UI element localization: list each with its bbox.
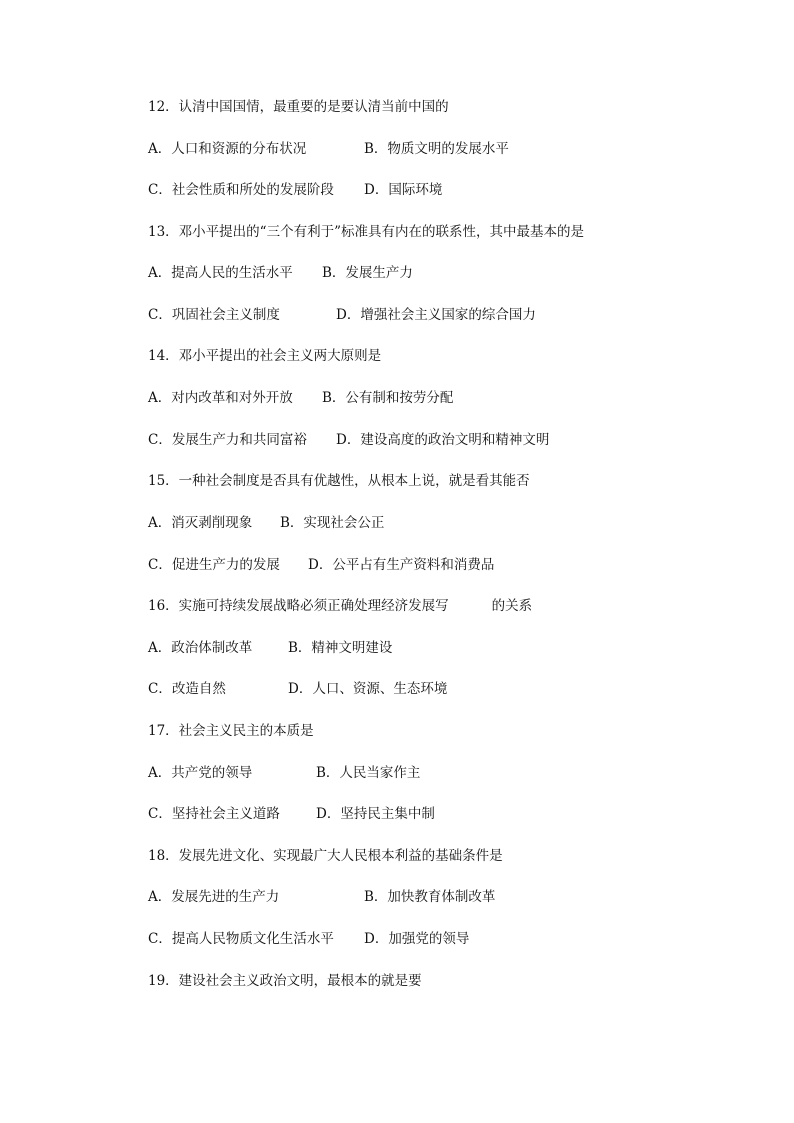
option-b: B．人民当家作主 xyxy=(316,765,421,781)
question-15-stem: 15．一种社会制度是否具有优越性，从根本上说，就是看其能否 xyxy=(148,473,530,489)
question-14-options-row-2 xyxy=(148,431,549,449)
option-b: B．实现社会公正 xyxy=(280,515,385,531)
option-d: D．国际环境 xyxy=(364,182,443,198)
option-b: B．物质文明的发展水平 xyxy=(364,141,509,157)
option-d: D．坚持民主集中制 xyxy=(316,806,435,822)
option-c: C．社会性质和所处的发展阶段 xyxy=(148,182,334,198)
question-17-stem: 17．社会主义民主的本质是 xyxy=(148,723,314,739)
option-b: B．加快教育体制改革 xyxy=(364,889,496,905)
option-b: B．公有制和按劳分配 xyxy=(322,390,454,406)
option-a: A．对内改革和对外开放 xyxy=(148,390,293,406)
option-a: A．政治体制改革 xyxy=(148,640,253,656)
question-18-stem: 18．发展先进文化、实现最广大人民根本利益的基础条件是 xyxy=(148,848,503,864)
option-d: D．增强社会主义国家的综合国力 xyxy=(336,307,536,323)
question-12-stem: 12．认清中国国情，最重要的是要认清当前中国的 xyxy=(148,99,449,115)
question-16-stem: 16．实施可持续发展战略必须正确处理经济发展写 的关系 xyxy=(148,598,533,614)
question-16-options-row-1 xyxy=(148,639,392,657)
question-17-options-row-1 xyxy=(148,764,420,782)
question-18-options-row-2 xyxy=(148,930,469,948)
question-19-stem: 19．建设社会主义政治文明，最根本的就是要 xyxy=(148,973,422,989)
question-15-options-row-1 xyxy=(148,514,384,532)
option-d: D．公平占有生产资料和消费品 xyxy=(308,557,495,573)
question-14-stem: 14．邓小平提出的社会主义两大原则是 xyxy=(148,348,382,364)
question-12-options-row-1 xyxy=(148,140,509,158)
option-d: D．人口、资源、生态环境 xyxy=(288,681,448,697)
option-c: C．促进生产力的发展 xyxy=(148,557,280,573)
question-14-options-row-1 xyxy=(148,389,453,407)
question-18-options-row-1 xyxy=(148,888,495,906)
option-c: C．提高人民物质文化生活水平 xyxy=(148,931,334,947)
question-13-options-row-2 xyxy=(148,306,536,324)
option-b: B．发展生产力 xyxy=(322,265,413,281)
question-13-stem: 13．邓小平提出的“三个有利于”标准具有内在的联系性，其中最基本的是 xyxy=(148,224,584,240)
option-c: C．坚持社会主义道路 xyxy=(148,806,280,822)
option-b: B．精神文明建设 xyxy=(288,640,393,656)
option-d: D．加强党的领导 xyxy=(364,931,470,947)
option-a: A．共产党的领导 xyxy=(148,765,253,781)
option-a: A．提高人民的生活水平 xyxy=(148,265,293,281)
question-17-options-row-2 xyxy=(148,805,435,823)
question-12-options-row-2 xyxy=(148,181,442,199)
question-16-options-row-2 xyxy=(148,680,447,698)
option-a: A．发展先进的生产力 xyxy=(148,889,280,905)
question-15-options-row-2 xyxy=(148,556,494,574)
option-a: A．人口和资源的分布状况 xyxy=(148,141,307,157)
option-c: C．巩固社会主义制度 xyxy=(148,307,280,323)
option-c: C．发展生产力和共同富裕 xyxy=(148,432,307,448)
option-d: D．建设高度的政治文明和精神文明 xyxy=(336,432,550,448)
option-c: C．改造自然 xyxy=(148,681,226,697)
option-a: A．消灭剥削现象 xyxy=(148,515,253,531)
question-13-options-row-1 xyxy=(148,264,413,282)
